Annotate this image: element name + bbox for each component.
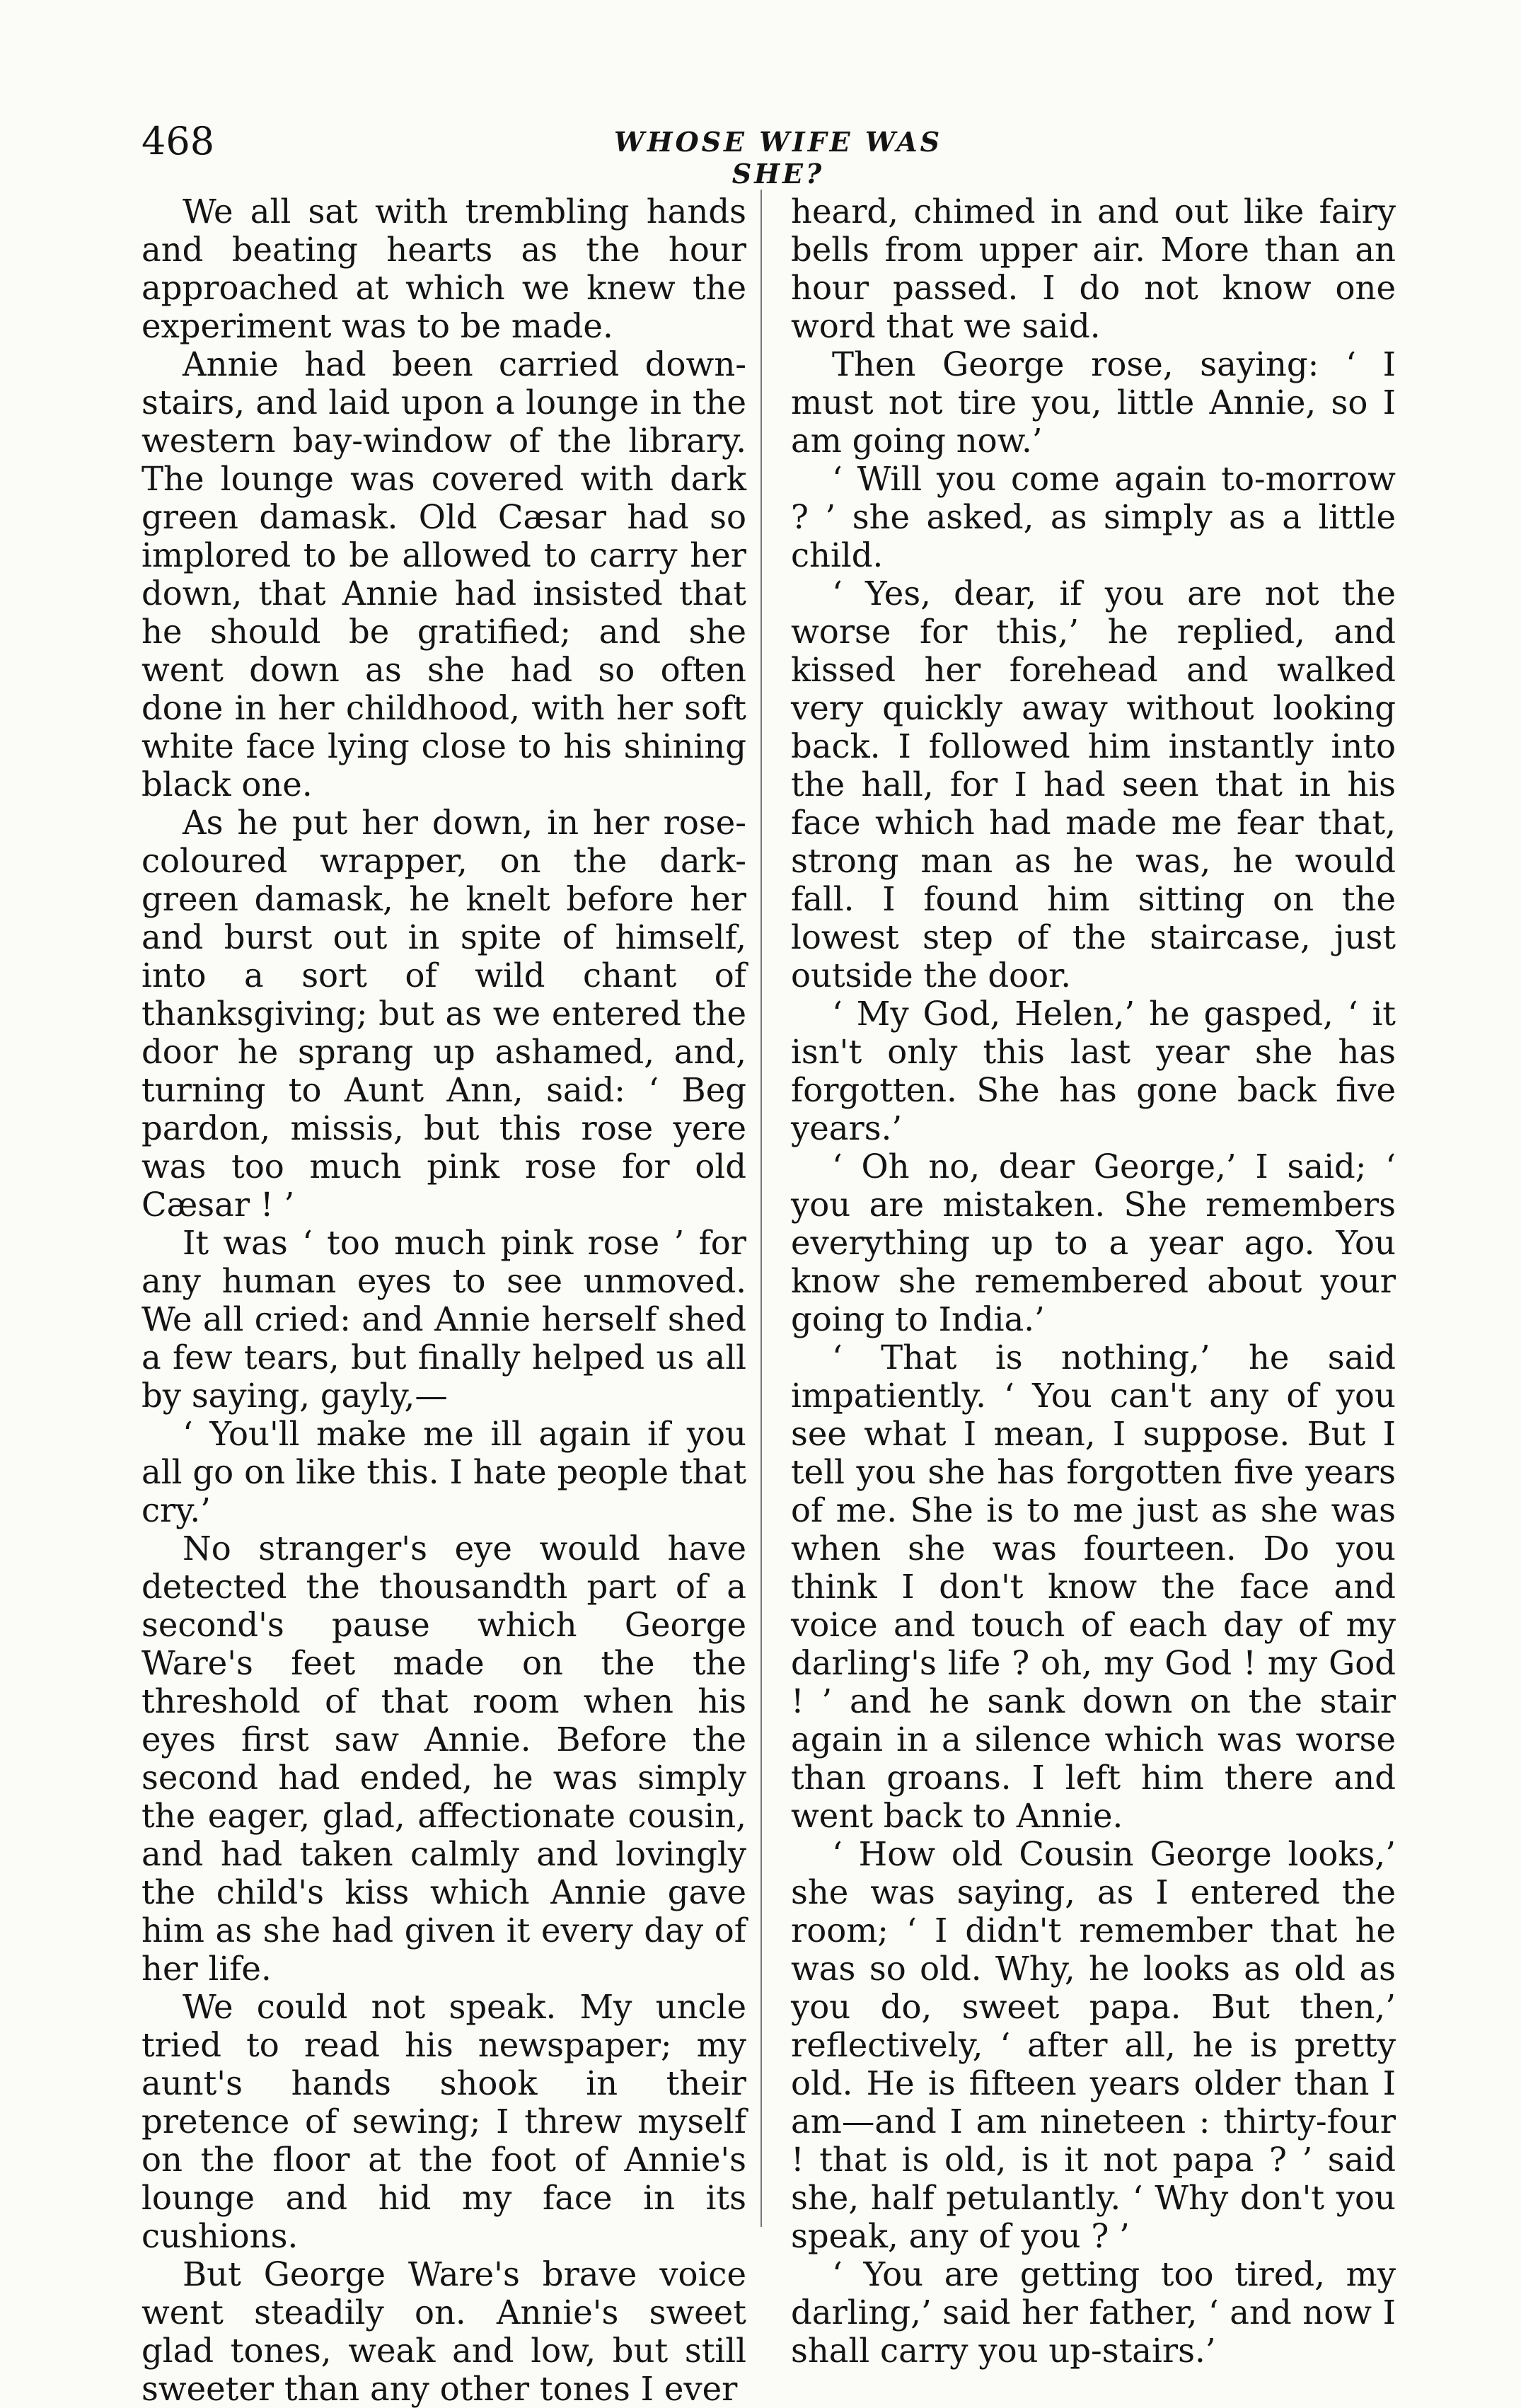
paragraph: ‘ You are getting too tired, my darling,’ said her father, ‘ and now I shall carry you up-stairs.’	[791, 2255, 1396, 2370]
paragraph: ‘ Yes, dear, if you are not the worse for this,’ he replied, and kissed her forehead and walked very quickly away without looking back. I followed him instantly into the hall, for I had seen that in his face which had made me fear that, strong man as he was, he would fall. I found him sitting on the lowest step of the staircase, just outside the door.	[791, 574, 1396, 995]
page-number: 468	[141, 119, 215, 163]
paragraph: ‘ That is nothing,’ he said impatiently. ‘ You can't any of you see what I mean, I suppose. But I tell you she has forgotten five years of me. She is to me just as she was when she was fourteen. Do you think I don't know the face and voice and touch of each day of my darling's life ? oh, my God ! my God ! ’ and he sank down on the stair again in a silence which was worse than groans. I left him there and went back to Annie.	[791, 1338, 1396, 1835]
paragraph: But George Ware's brave voice went steadily on. Annie's sweet glad tones, weak and low, but still sweeter than any other tones I ever	[141, 2255, 746, 2408]
paragraph: ‘ How old Cousin George looks,’ she was saying, as I entered the room; ‘ I didn't remember that he was so old. Why, he looks as old as you do, sweet papa. But then,’ reflectively, ‘ after all, he is pretty old. He is fifteen years older than I am—and I am nineteen : thirty-four ! that is old, is it not papa ? ’ said she, half petulantly. ‘ Why don't you speak, any of you ? ’	[791, 1835, 1396, 2255]
paragraph: We all sat with trembling hands and beating hearts as the hour approached at which we knew the experiment was to be made.	[141, 192, 746, 345]
paragraph: As he put her down, in her rose-coloured wrapper, on the dark-green damask, he knelt before her and burst out in spite of himself, into a sort of wild chant of thanksgiving; but as we entered the door he sprang up ashamed, and, turning to Aunt Ann, said: ‘ Beg pardon, missis, but this rose yere was too much pink rose for old Cæsar ! ’	[141, 804, 746, 1224]
paragraph: ‘ Will you come again to-morrow ? ’ she asked, as simply as a little child.	[791, 460, 1396, 574]
paragraph-continuation: heard, chimed in and out like fairy bells from upper air. More than an hour passed. I do not know one word that we said.	[791, 192, 1396, 345]
running-title: WHOSE WIFE WAS SHE?	[613, 126, 943, 190]
column-divider	[760, 190, 762, 2227]
paragraph: ‘ My God, Helen,’ he gasped, ‘ it isn't only this last year she has forgotten. She has gone back five years.’	[791, 995, 1396, 1147]
right-column	[791, 192, 1396, 2370]
left-column	[141, 192, 746, 2408]
paragraph: We could not speak. My uncle tried to read his newspaper; my aunt's hands shook in their pretence of sewing; I threw myself on the floor at the foot of Annie's lounge and hid my face in its cushions.	[141, 1988, 746, 2255]
page-header	[141, 119, 1422, 190]
paragraph: ‘ Oh no, dear George,’ I said; ‘ you are mistaken. She remembers everything up to a year ago. You know she remembered about your going to India.’	[791, 1147, 1396, 1338]
paragraph: Then George rose, saying: ‘ I must not tire you, little Annie, so I am going now.’	[791, 345, 1396, 460]
paragraph: Annie had been carried down-stairs, and laid upon a lounge in the western bay-window of the library. The lounge was covered with dark green damask. Old Cæsar had so implored to be allowed to carry her down, that Annie had insisted that he should be gratified; and she went down as she had so often done in her childhood, with her soft white face lying close to his shining black one.	[141, 345, 746, 804]
paragraph: ‘ You'll make me ill again if you all go on like this. I hate people that cry.’	[141, 1415, 746, 1529]
paragraph: It was ‘ too much pink rose ’ for any human eyes to see unmoved. We all cried: and Annie herself shed a few tears, but finally helped us all by saying, gayly,—	[141, 1224, 746, 1415]
paragraph: No stranger's eye would have detected the thousandth part of a second's pause which George Ware's feet made on the the threshold of that room when his eyes first saw Annie. Before the second had ended, he was simply the eager, glad, affectionate cousin, and had taken calmly and lovingly the child's kiss which Annie gave him as she had given it every day of her life.	[141, 1529, 746, 1988]
